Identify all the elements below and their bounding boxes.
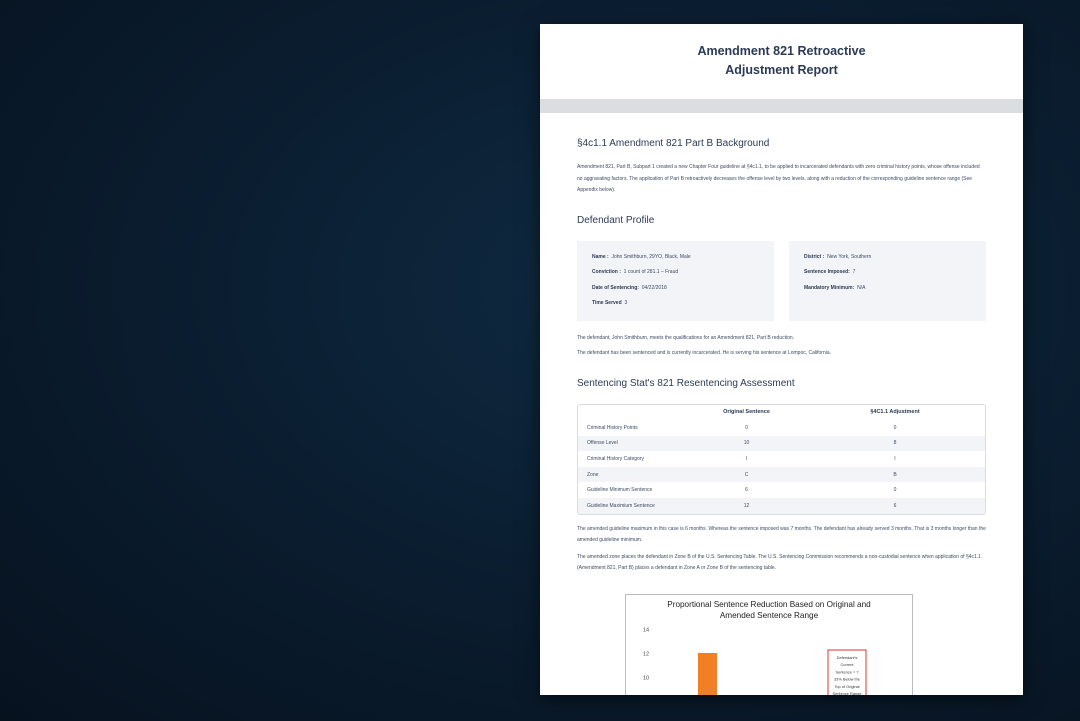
chart-svg [626, 595, 912, 695]
chart-annotation-text: Current [840, 662, 854, 668]
background-paragraph: Amendment 821, Part B, Subpart 1 created a new Chapter Four guideline at §4c1.1, to be applied to incarcerated defendants with zero criminal history points, whose offense included no aggravating factors. The application of Part B retroactively decreases the offense level by two levels, along with a reduction of the corresponding guideline sentence range (See Appendix below). [577, 164, 980, 193]
table-cell: 0 [893, 487, 897, 494]
profile-row-sentence [804, 265, 971, 281]
profile-note-incarcerated: The defendant has been sentenced and is currently incarcerated. He is serving his sentence at Lompoc, California. [577, 350, 832, 356]
report-title [540, 24, 1023, 99]
profile-label: Conviction : [592, 269, 621, 276]
assessment-table [577, 404, 986, 515]
table-cell: Criminal History Points [587, 424, 638, 431]
profile-right-card [789, 241, 986, 321]
profile-value: 7 [852, 269, 856, 276]
chart-annotation-text: Sentence Range [832, 691, 862, 695]
defendant-profile-heading: Defendant Profile [577, 214, 655, 226]
table-row [578, 436, 985, 452]
table-header-row [578, 405, 985, 421]
profile-label: Name : [592, 253, 609, 260]
chart-bar-original [698, 653, 717, 695]
background-heading: §4c1.1 Amendment 821 Part B Background [577, 138, 770, 149]
table-cell: 10 [743, 440, 750, 447]
table-cell: 6 [745, 487, 748, 494]
table-cell: Offense Level [587, 440, 618, 447]
table-cell: 12 [743, 502, 750, 509]
profile-row-district [804, 250, 971, 266]
table-cell: 8 [893, 440, 897, 447]
table-cell: 0 [893, 424, 897, 431]
table-row [578, 420, 985, 436]
table-cell: C [744, 471, 749, 478]
profile-value: New York, Southern [827, 253, 872, 260]
chart-title-line2: Amended Sentence Range [719, 611, 819, 620]
profile-left-card [577, 241, 774, 321]
profile-row-conviction [592, 265, 759, 281]
table-row [578, 498, 985, 514]
profile-label: District : [804, 253, 825, 260]
table-cell: I [894, 456, 896, 463]
profile-row-mandatory-min [804, 281, 971, 297]
table-cell: Criminal History Category [587, 456, 644, 463]
profile-value: N/A [857, 284, 866, 291]
table-header-cell: Original Sentence [723, 409, 770, 416]
report-content [540, 138, 1023, 575]
profile-value: 04/22/2018 [641, 284, 667, 291]
assessment-paragraph-max: The amended guideline maximum in this case is 6 months. Whereas the sentence imposed was 7 months. The defendant has already served 3 months. That is 3 months longer than the amended guideline minimum. [577, 525, 986, 544]
table-cell: Zone [587, 471, 599, 478]
profile-value: 3 [624, 300, 628, 307]
table-cell: I [745, 456, 748, 463]
chart-y-tick-label: 10 [642, 675, 650, 682]
chart-y-tick-label: 12 [642, 651, 650, 658]
profile-label: Time Served [592, 300, 622, 307]
chart-annotation-text: 33% Below the [834, 676, 860, 682]
profile-value: John Smithburn, 29YO, Black, Male [611, 253, 691, 260]
profile-label: Date of Sentencing: [592, 284, 639, 291]
chart-title-line1: Proportional Sentence Reduction Based on Original and [667, 600, 871, 609]
chart-y-tick-label: 14 [642, 627, 650, 634]
table-cell: Guideline Maximium Sentence [587, 502, 655, 509]
profile-row-name [592, 250, 759, 266]
profile-value: 1 count of 281.1 – Fraud [623, 269, 679, 276]
report-title-line1: Amendment 821 Retroactive [697, 44, 866, 58]
table-row [578, 451, 985, 467]
chart-annotation-text: Sentence = 7 [835, 669, 859, 675]
table-cell: Guideline Minimum Sentence [587, 487, 653, 494]
defendant-profile [577, 241, 986, 321]
assessment-paragraph-zone: The amended zone places the defendant in Zone B of the U.S. Sentencing Table. The U.S. Sentencing Commission recommends a non-custodial sentence when application of §4c1.1 (Amendment 821, Part B) places a defendant in Zone A or Zone B of the sentencing table. [577, 553, 981, 572]
profile-row-time-served [592, 296, 759, 312]
profile-label: Mandatory Minimum: [804, 284, 855, 291]
profile-row-date [592, 281, 759, 297]
sentence-reduction-chart [625, 594, 913, 695]
chart-annotation-text: Top of Original [834, 683, 860, 689]
report-title-line2: Adjustment Report [725, 63, 838, 77]
assessment-heading: Sentencing Stat's 821 Resentencing Assessment [577, 377, 795, 389]
report-document [540, 24, 1023, 695]
table-cell: 6 [893, 502, 897, 509]
table-row [578, 482, 985, 498]
chart-annotation-text: Defendant's [836, 655, 858, 660]
table-cell: B [893, 471, 897, 478]
profile-note-qualifies: The defendant, John Smithburn, meets the qualifications for an Amendment 821, Part B reduction. [577, 334, 795, 341]
profile-label: Sentence Imposed: [804, 269, 850, 276]
table-cell: 0 [745, 424, 748, 431]
table-header-cell: §4C1.1 Adjustment [870, 409, 920, 416]
table-row [578, 467, 985, 483]
title-divider-band [540, 99, 1023, 113]
